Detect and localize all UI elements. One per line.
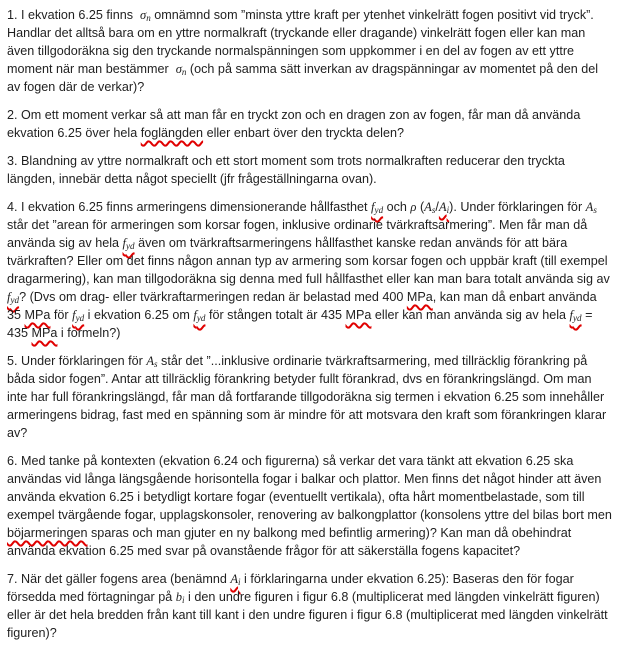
math-variable: yd: [126, 240, 135, 251]
text-run: sparas och man gjuter en ny balkong med befintlig armering)? Kan man då obehindrat använda ekvation 6.25 med svar på ovanstående frågor för att säkerställa fogens kapacitet?: [7, 526, 575, 558]
text-run: står det ”...inklusive ordinarie tvärkraftsarmering, med tillräcklig förankring på båda sidor fogen”. Antar att tillräcklig förankring betyder fullt förankrad, dvs en förankringslängd. Om man inte har full förankringslängd, får man då fortfarande tillgodoräkna sig termen i ekvation 6.25 som innehåller armeringens bidrag, fast med en spänning som är mindre för att motsvara den kraft som förankringen klarar av?: [7, 354, 610, 440]
text-run: står det ”arean för armeringen som korsar fogen, inklusive ordinarie tvärkraftsarmering”. Men får man då använda sig av hela: [7, 200, 601, 250]
math-variable: i: [238, 576, 241, 587]
text-run: (och på samma sätt inverkan av dragspänningar av momentet på den del av fogen där de verkar)?: [7, 62, 602, 94]
question-paragraph-6: [7, 452, 616, 560]
question-paragraph-2: [7, 106, 613, 142]
text-run: 3. Blandning av yttre normalkraft och ett stort moment som trots normalkraften reducerar den tryckta längden, innebär detta något speciellt (jfr frågeställningarna ovan).: [7, 154, 569, 186]
math-variable: n: [146, 12, 151, 23]
math-variable: yd: [374, 204, 384, 215]
text-run: omnämnd som ”minsta yttre kraft per ytenhet vinkelrätt fogen positivt vid tryck”. Handlar det alltså bara om en yttre normalkraft (tryckande eller dragande) vinkelrätt fogen eller kan man även tillgodoräkna sig den tryckande normalspänningen som uppkommer i en del av fogen av ett yttre moment när man bestämmer: [7, 8, 598, 76]
math-variable: b: [175, 590, 183, 604]
question-paragraph-7: [7, 570, 613, 642]
math-variable: f: [569, 308, 574, 322]
text-run: 2. Om ett moment verkar så att man får en tryckt zon och en dragen zon av fogen, får man då använda ekvation 6.25 över hela: [7, 108, 584, 140]
math-variable: yd: [196, 312, 206, 323]
spellcheck-flagged-text: MPa: [345, 308, 372, 322]
math-variable: yd: [75, 312, 85, 323]
text-run: 6. Med tanke på kontexten (ekvation 6.24 och figurerna) så verkar det vara tänkt att ekvation 6.25 ska användas vid långa längsgående horisontella fogar i balkar och plattor. Men finns det något hinder att även använda ekvation 6.25 i betydligt kortare fogar (eventuellt vertikala), ofta hårt momentbelastade, som till exempel tvärgående fogar, upplagskonsoler, renovering av balkongplattor (konsolens yttre del bilas bort men: [7, 454, 616, 522]
math-variable: A: [438, 200, 447, 214]
math-variable: s: [593, 204, 597, 215]
text-run: för: [50, 308, 73, 322]
math-variable: A: [585, 200, 594, 214]
math-variable: i: [182, 594, 185, 605]
text-run: (: [416, 200, 425, 214]
text-run: 5. Under förklaringen för: [7, 354, 147, 368]
text-run: eller kan man använda sig av hela: [371, 308, 570, 322]
math-variable: f: [7, 290, 11, 304]
math-variable: f: [193, 308, 197, 322]
question-paragraph-1: [7, 6, 613, 96]
text-run: och: [383, 200, 411, 214]
text-run: i den undre figuren i figur 6.8 (multiplicerat med längden vinkelrätt figuren) eller är det hela bredden från kant till kant i den undre figuren i figur 6.8 (multiplicerat med längden vinkelrätt figuren)?: [7, 590, 612, 640]
text-run: ). Under förklaringen för: [449, 200, 586, 214]
math-variable: f: [72, 308, 76, 322]
spellcheck-flagged-text: MPa: [406, 290, 433, 304]
math-variable: σ: [140, 8, 147, 22]
math-variable: n: [181, 66, 187, 77]
spellcheck-flagged-text: böjarmeringen: [7, 526, 88, 540]
math-variable: ρ: [410, 200, 417, 214]
text-run: i formeln?): [57, 326, 121, 340]
text-run: = 435: [7, 308, 596, 340]
math-variable: A: [424, 200, 432, 214]
text-run: för stången totalt är 435: [205, 308, 346, 322]
math-variable: yd: [10, 294, 20, 305]
math-variable: A: [230, 572, 239, 586]
question-paragraph-4: [7, 198, 613, 342]
text-run: /: [435, 200, 439, 214]
math-variable: s: [431, 204, 436, 215]
text-run: 4. I ekvation 6.25 finns armeringens dimensionerande hållfasthet: [7, 200, 372, 214]
text-run: , kan man då enbart använda 35: [7, 290, 601, 322]
math-variable: i: [446, 204, 450, 215]
text-run: 1. I ekvation 6.25 finns: [7, 8, 141, 22]
text-run: eller enbart över den tryckta delen?: [203, 126, 404, 140]
math-variable: yd: [573, 312, 582, 323]
spellcheck-flagged-text: MPa: [24, 308, 51, 322]
math-variable: f: [371, 200, 375, 214]
question-paragraph-3: [7, 152, 613, 188]
spellcheck-flagged-text: foglängden: [140, 126, 204, 140]
text-run: även om tvärkraftsarmeringens hållfasthet kanske redan används för att bära tvärkraften? Eller om det finns någon annan typ av armering som korsar fogen och uppbär kraft (till exempel dragarmering), kan man tillgodoräkna sig denna med full hållfasthet eller kan man bara totalt använda sig av: [7, 236, 614, 286]
math-variable: σ: [175, 62, 182, 76]
text-run: i förklaringarna under ekvation 6.25): Baseras den för fogar försedda med förtagningar på: [7, 572, 578, 604]
math-variable: s: [154, 358, 158, 369]
math-variable: f: [122, 236, 127, 250]
math-variable: A: [146, 354, 155, 368]
text-run: ? (Dvs om drag- eller tvärkraftarmeringen redan är belastad med 400: [19, 290, 407, 304]
spellcheck-flagged-text: MPa: [31, 326, 58, 340]
text-run: i ekvation 6.25 om: [84, 308, 194, 322]
question-paragraph-5: [7, 352, 613, 442]
text-run: 7. När det gäller fogens area (benämnd: [7, 572, 231, 586]
